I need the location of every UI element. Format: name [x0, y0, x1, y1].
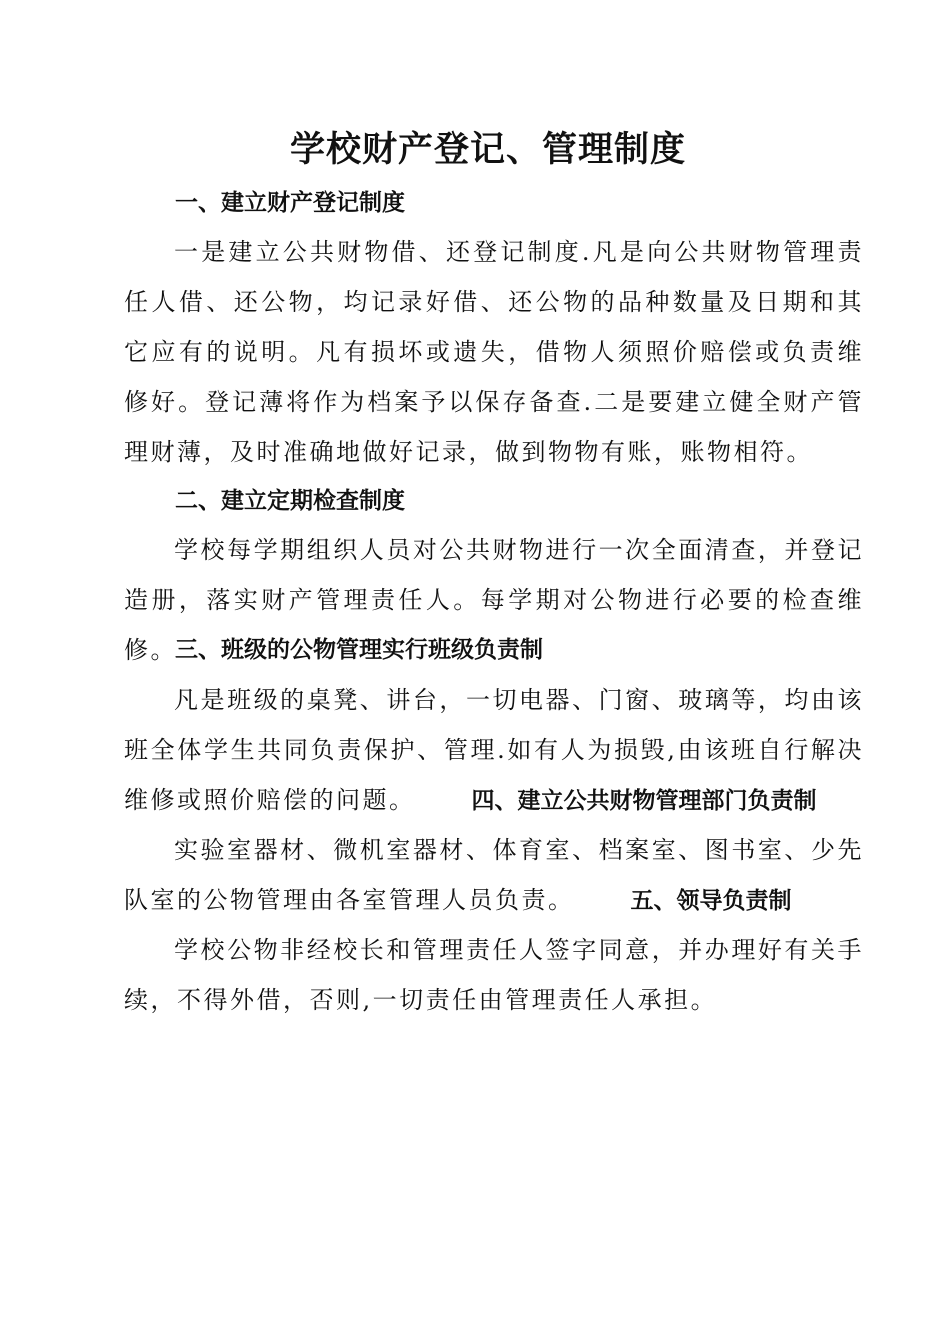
section-3-heading: 三、班级的公物管理实行班级负责制 — [175, 637, 543, 663]
section-5-body: 学校公物非经校长和管理责任人签字同意，并办理好有关手续，不得外借，否则,一切责任由管理责任人承担。 — [124, 936, 864, 1014]
section-1-heading: 一、建立财产登记制度 — [175, 190, 405, 216]
document-title: 学校财产登记、管理制度 — [289, 129, 686, 170]
section-4-heading: 四、建立公共财物管理部门负责制 — [471, 788, 817, 814]
section-3-body — [124, 675, 864, 826]
section-5-heading: 五、领导负责制 — [630, 888, 792, 914]
section-3-text: 凡是班级的桌凳、讲台，一切电器、门窗、玻璃等，均由该班全体学生共同负责保护、管理.如有人为损毁,由该班自行解决维修或照价赔偿的问题。 — [124, 686, 864, 814]
section-1-body: 一是建立公共财物借、还登记制度.凡是向公共财物管理责任人借、还公物，均记录好借、还公物的品种数量及日期和其它应有的说明。凡有损坏或遗失，借物人须照价赔偿或负责维修好。登记薄将作为档案予以保存备查.二是要建立健全财产管理财薄，及时准确地做好记录，做到物物有账，账物相符。 — [124, 238, 864, 466]
section-4-text: 实验室器材、微机室器材、体育室、档案室、图书室、少先队室的公物管理由各室管理人员负责。 — [124, 836, 864, 914]
section-2-heading: 二、建立定期检查制度 — [175, 488, 405, 514]
section-2-body: 学校每学期组织人员对公共财物进行一次全面清查，并登记造册，落实财产管理责任人。每学期对公物进行必要的检查维修。 — [124, 536, 864, 664]
section-4-body — [124, 825, 864, 926]
